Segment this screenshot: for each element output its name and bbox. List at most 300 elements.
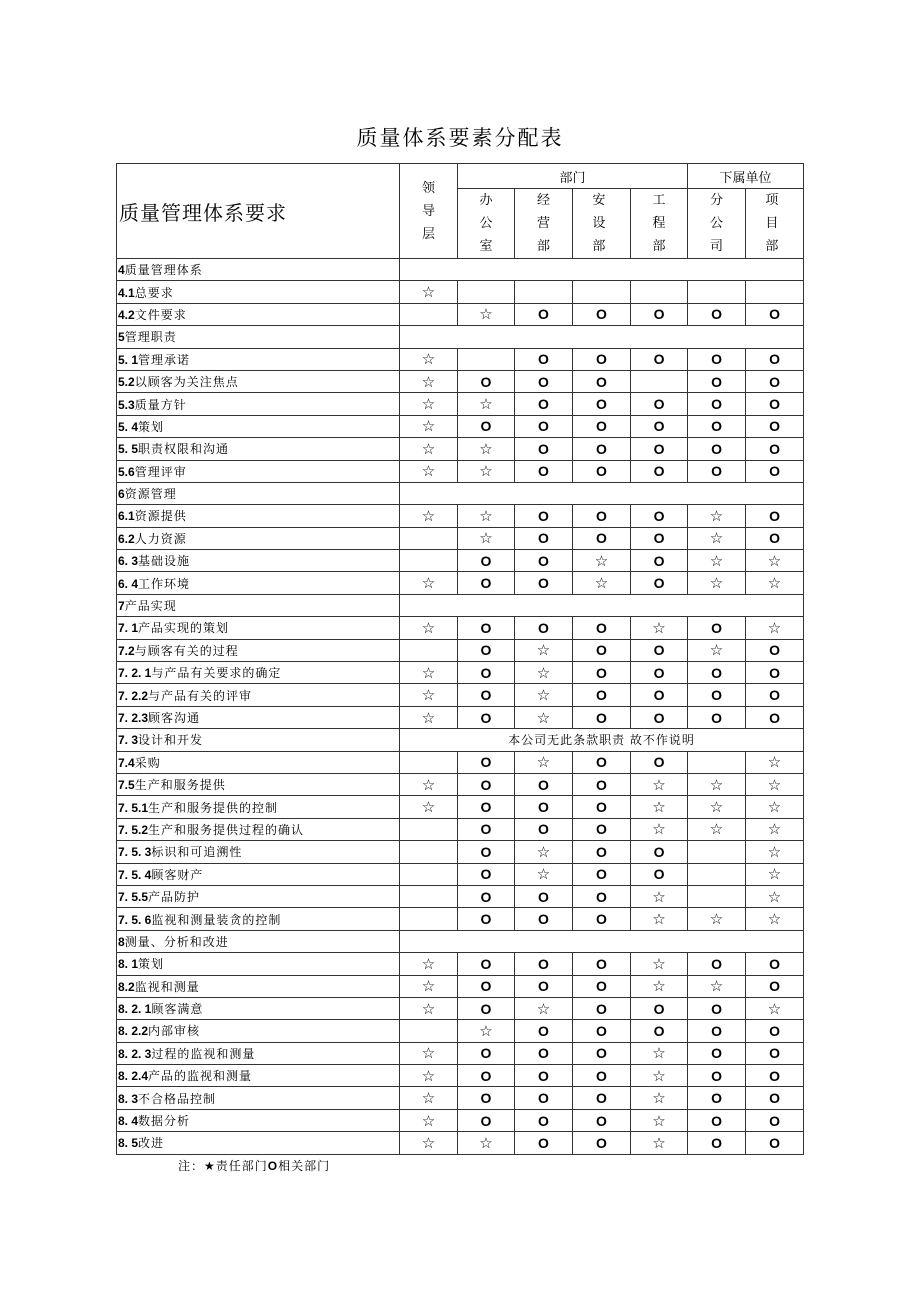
related-dept-mark: O: [631, 527, 688, 549]
table-row: [117, 953, 804, 975]
related-dept-mark: O: [573, 841, 631, 863]
related-dept-mark: O: [458, 863, 515, 885]
section-blank: [400, 482, 804, 504]
row-label: [117, 684, 400, 706]
header-leader-cell: [400, 164, 458, 259]
related-dept-mark: O: [458, 639, 515, 661]
related-dept-mark: O: [631, 751, 688, 773]
related-dept-mark: O: [515, 773, 573, 795]
related-dept-mark: O: [746, 1065, 804, 1087]
row-label: [117, 527, 400, 549]
responsible-dept-mark: ☆: [515, 751, 573, 773]
responsible-dept-mark: ☆: [400, 460, 458, 482]
related-dept-mark: O: [688, 348, 746, 370]
footnote-prefix: 注：: [178, 1159, 205, 1173]
related-dept-mark: O: [746, 1042, 804, 1064]
responsible-dept-mark: ☆: [631, 1087, 688, 1109]
empty-cell: [458, 281, 515, 303]
clause-title: 不合格品控制: [138, 1091, 217, 1106]
related-dept-mark: O: [573, 662, 631, 684]
related-dept-mark: O: [515, 1132, 573, 1154]
related-dept-mark: O: [573, 796, 631, 818]
related-dept-mark: O: [746, 393, 804, 415]
responsible-dept-mark: ☆: [400, 617, 458, 639]
table-row: [117, 303, 804, 325]
related-dept-mark: O: [688, 684, 746, 706]
related-dept-mark: O: [688, 1065, 746, 1087]
related-dept-mark: O: [573, 415, 631, 437]
related-dept-mark: O: [515, 303, 573, 325]
footnote-star-label: 责任部门: [215, 1159, 268, 1173]
related-dept-mark: O: [631, 639, 688, 661]
responsible-dept-mark: ☆: [400, 773, 458, 795]
clause-title: 人力资源: [134, 531, 187, 546]
related-dept-mark: O: [746, 303, 804, 325]
responsible-dept-mark: ☆: [458, 1020, 515, 1042]
row-label: [117, 370, 400, 392]
clause-number: 8. 2. 3: [118, 1046, 152, 1061]
clause-number: 8. 2.2: [118, 1024, 149, 1039]
clause-number: 7. 2. 1: [118, 666, 152, 681]
responsible-dept-mark: ☆: [400, 1087, 458, 1109]
section-blank: [400, 326, 804, 348]
row-label: [117, 393, 400, 415]
empty-cell: [400, 550, 458, 572]
responsible-dept-mark: ☆: [515, 997, 573, 1019]
clause-title: 测量、分析和改进: [124, 934, 229, 949]
related-dept-mark: O: [631, 460, 688, 482]
row-label: [117, 639, 400, 661]
row-label: [117, 662, 400, 684]
related-dept-mark: O: [573, 1065, 631, 1087]
related-dept-mark: O: [631, 415, 688, 437]
related-dept-mark: O: [688, 1020, 746, 1042]
clause-number: 7. 2.2: [118, 688, 149, 703]
related-dept-mark: O: [631, 1020, 688, 1042]
related-dept-mark: O: [573, 1132, 631, 1154]
responsible-dept-mark: ☆: [631, 953, 688, 975]
related-dept-mark: O: [458, 908, 515, 930]
clause-title: 基础设施: [138, 554, 191, 569]
related-dept-mark: O: [631, 438, 688, 460]
header-col-engineering: [631, 189, 688, 259]
clause-number: 6.1: [118, 509, 135, 524]
responsible-dept-mark: ☆: [631, 773, 688, 795]
related-dept-mark: O: [688, 460, 746, 482]
related-dept-mark: O: [515, 818, 573, 840]
clause-title: 资源管理: [124, 487, 177, 502]
clause-title: 监视和测量装贪的控制: [151, 912, 282, 927]
clause-number: 7: [118, 599, 125, 614]
table-row: [117, 729, 804, 751]
clause-number: 7. 5. 3: [118, 845, 152, 860]
row-label: [117, 863, 400, 885]
table-row: [117, 1109, 804, 1131]
empty-cell: [688, 841, 746, 863]
related-dept-mark: O: [458, 662, 515, 684]
related-dept-mark: O: [631, 662, 688, 684]
section-row: [117, 482, 804, 504]
related-dept-mark: O: [515, 1065, 573, 1087]
related-dept-mark: O: [515, 975, 573, 997]
circle-icon: O: [267, 1159, 279, 1173]
responsible-dept-mark: ☆: [688, 639, 746, 661]
responsible-dept-mark: ☆: [400, 796, 458, 818]
clause-number: 7. 5.1: [118, 800, 149, 815]
clause-title: 顾客财产: [151, 867, 204, 882]
clause-title: 数据分析: [138, 1114, 191, 1129]
clause-title: 与顾客有关的过程: [134, 643, 239, 658]
responsible-dept-mark: ☆: [458, 1132, 515, 1154]
related-dept-mark: O: [515, 617, 573, 639]
responsible-dept-mark: ☆: [458, 393, 515, 415]
header-col-business: [515, 189, 573, 259]
related-dept-mark: O: [573, 997, 631, 1019]
clause-title: 管理评审: [134, 464, 187, 479]
related-dept-mark: O: [573, 975, 631, 997]
section-row: [117, 259, 804, 281]
table-row: [117, 550, 804, 572]
row-label: [117, 281, 400, 303]
responsible-dept-mark: ☆: [458, 303, 515, 325]
table-row: [117, 505, 804, 527]
related-dept-mark: O: [458, 1065, 515, 1087]
related-dept-mark: O: [573, 303, 631, 325]
row-label: [117, 460, 400, 482]
header-col-installation-label: 安设部: [592, 193, 611, 254]
empty-cell: [400, 639, 458, 661]
responsible-dept-mark: ☆: [746, 773, 804, 795]
related-dept-mark: O: [746, 1087, 804, 1109]
related-dept-mark: O: [746, 438, 804, 460]
related-dept-mark: O: [573, 684, 631, 706]
responsible-dept-mark: ☆: [631, 1132, 688, 1154]
section-blank: [400, 930, 804, 952]
related-dept-mark: O: [688, 370, 746, 392]
header-col-branch: [688, 189, 746, 259]
table-row: [117, 908, 804, 930]
clause-number: 8.2: [118, 979, 135, 994]
section-row: [117, 930, 804, 952]
clause-number: 5.6: [118, 464, 135, 479]
table-row: [117, 975, 804, 997]
responsible-dept-mark: ☆: [631, 818, 688, 840]
row-label: [117, 1109, 400, 1131]
clause-title: 产品防护: [148, 890, 201, 905]
clause-number: 7. 2.3: [118, 711, 149, 725]
clause-number: 5: [118, 330, 125, 345]
related-dept-mark: O: [515, 438, 573, 460]
related-dept-mark: O: [573, 885, 631, 907]
clause-title: 管理职责: [124, 330, 177, 345]
clause-title: 资源提供: [134, 509, 187, 524]
responsible-dept-mark: ☆: [746, 885, 804, 907]
table-row: [117, 281, 804, 303]
related-dept-mark: O: [515, 1109, 573, 1131]
table-row: [117, 818, 804, 840]
related-dept-mark: O: [688, 438, 746, 460]
responsible-dept-mark: ☆: [746, 841, 804, 863]
clause-number: 7. 5. 6: [118, 912, 152, 927]
related-dept-mark: O: [458, 751, 515, 773]
header-col-office: [458, 189, 515, 259]
empty-cell: [400, 1020, 458, 1042]
clause-title: 内部审核: [148, 1024, 201, 1039]
clause-title: 过程的监视和测量: [151, 1046, 256, 1061]
clause-number: 8. 2.4: [118, 1069, 149, 1084]
table-row: [117, 1042, 804, 1064]
responsible-dept-mark: ☆: [400, 662, 458, 684]
clause-title: 职责权限和沟通: [138, 442, 230, 457]
table-row: [117, 1132, 804, 1154]
clause-number: 6.2: [118, 531, 135, 546]
clause-title: 设计和开发: [138, 733, 204, 748]
table-row: [117, 841, 804, 863]
related-dept-mark: O: [746, 953, 804, 975]
header-col-business-label: 经营部: [536, 193, 550, 254]
related-dept-mark: O: [458, 818, 515, 840]
related-dept-mark: O: [573, 617, 631, 639]
row-label: [117, 594, 400, 616]
clause-title: 产品实现的策划: [138, 621, 230, 636]
related-dept-mark: O: [573, 1042, 631, 1064]
row-label: [117, 438, 400, 460]
related-dept-mark: O: [688, 415, 746, 437]
responsible-dept-mark: ☆: [400, 706, 458, 728]
related-dept-mark: O: [746, 706, 804, 728]
clause-title: 策划: [138, 957, 165, 972]
responsible-dept-mark: ☆: [746, 908, 804, 930]
related-dept-mark: O: [688, 997, 746, 1019]
related-dept-mark: O: [631, 706, 688, 728]
related-dept-mark: O: [573, 908, 631, 930]
responsible-dept-mark: ☆: [688, 796, 746, 818]
empty-cell: [400, 818, 458, 840]
responsible-dept-mark: ☆: [400, 393, 458, 415]
section-blank: [400, 259, 804, 281]
related-dept-mark: O: [573, 527, 631, 549]
row-label: [117, 773, 400, 795]
empty-cell: [400, 303, 458, 325]
related-dept-mark: O: [688, 706, 746, 728]
empty-cell: [688, 863, 746, 885]
table-row: [117, 997, 804, 1019]
related-dept-mark: O: [458, 885, 515, 907]
responsible-dept-mark: ☆: [688, 572, 746, 594]
related-dept-mark: O: [458, 997, 515, 1019]
header-requirements: 质量管理体系要求: [117, 164, 400, 259]
related-dept-mark: O: [515, 796, 573, 818]
responsible-dept-mark: ☆: [400, 281, 458, 303]
empty-cell: [458, 348, 515, 370]
clause-number: 8. 3: [118, 1091, 139, 1106]
clause-title: 标识和可追溯性: [151, 845, 243, 860]
related-dept-mark: O: [458, 706, 515, 728]
empty-cell: [400, 751, 458, 773]
clause-number: 7.2: [118, 643, 135, 658]
related-dept-mark: O: [631, 393, 688, 415]
clause-number: 7.4: [118, 755, 135, 770]
clause-title: 以顾客为关注焦点: [134, 375, 239, 390]
table-row: [117, 438, 804, 460]
responsible-dept-mark: ☆: [631, 1109, 688, 1131]
clause-number: 4: [118, 263, 125, 278]
table-row: [117, 348, 804, 370]
row-label: [117, 550, 400, 572]
responsible-dept-mark: ☆: [688, 527, 746, 549]
related-dept-mark: O: [688, 1132, 746, 1154]
header-col-installation: [573, 189, 631, 259]
related-dept-mark: O: [458, 773, 515, 795]
related-dept-mark: O: [573, 639, 631, 661]
row-label: [117, 572, 400, 594]
related-dept-mark: O: [746, 662, 804, 684]
row-label: [117, 706, 400, 728]
related-dept-mark: O: [515, 550, 573, 572]
related-dept-mark: O: [573, 863, 631, 885]
related-dept-mark: O: [746, 505, 804, 527]
row-label: [117, 303, 400, 325]
responsible-dept-mark: ☆: [746, 997, 804, 1019]
header-group-sub: 下属单位: [688, 164, 804, 189]
clause-title: 与产品有关要求的确定: [151, 666, 282, 681]
row-label: [117, 326, 400, 348]
related-dept-mark: O: [573, 438, 631, 460]
related-dept-mark: O: [746, 415, 804, 437]
row-label: [117, 796, 400, 818]
row-label: [117, 908, 400, 930]
related-dept-mark: O: [573, 773, 631, 795]
clause-number: 7. 3: [118, 733, 139, 748]
related-dept-mark: O: [573, 1020, 631, 1042]
related-dept-mark: O: [688, 953, 746, 975]
related-dept-mark: O: [458, 572, 515, 594]
table-row: [117, 370, 804, 392]
section-blank: [400, 594, 804, 616]
empty-cell: [688, 885, 746, 907]
responsible-dept-mark: ☆: [631, 617, 688, 639]
related-dept-mark: O: [631, 572, 688, 594]
related-dept-mark: O: [746, 370, 804, 392]
header-col-project-label: 项目部: [765, 193, 784, 254]
clause-title: 生产和服务提供过程的确认: [148, 822, 305, 837]
related-dept-mark: O: [458, 841, 515, 863]
table-row: [117, 885, 804, 907]
row-label: [117, 953, 400, 975]
clause-title: 总要求: [134, 285, 174, 300]
header-col-engineering-label: 工程部: [652, 193, 666, 254]
clause-title: 质量管理体系: [124, 263, 203, 278]
star-filled-icon: ★: [204, 1159, 216, 1173]
related-dept-mark: O: [746, 1109, 804, 1131]
table-row: [117, 662, 804, 684]
clause-number: 6. 3: [118, 554, 139, 569]
related-dept-mark: O: [515, 1042, 573, 1064]
responsible-dept-mark: ☆: [746, 617, 804, 639]
related-dept-mark: O: [688, 393, 746, 415]
header-col-office-label: 办公室: [479, 193, 493, 254]
responsible-dept-mark: ☆: [400, 975, 458, 997]
related-dept-mark: O: [515, 953, 573, 975]
responsible-dept-mark: ☆: [515, 706, 573, 728]
related-dept-mark: O: [573, 460, 631, 482]
row-label: [117, 885, 400, 907]
clause-number: 8. 5: [118, 1136, 139, 1151]
table-row: [117, 1087, 804, 1109]
responsible-dept-mark: ☆: [400, 505, 458, 527]
related-dept-mark: O: [515, 370, 573, 392]
related-dept-mark: O: [746, 348, 804, 370]
clause-title: 质量方针: [134, 397, 187, 412]
related-dept-mark: O: [631, 863, 688, 885]
table-row: [117, 617, 804, 639]
responsible-dept-mark: ☆: [400, 415, 458, 437]
related-dept-mark: O: [515, 393, 573, 415]
clause-title: 产品实现: [124, 599, 177, 614]
row-label: [117, 818, 400, 840]
related-dept-mark: O: [458, 684, 515, 706]
responsible-dept-mark: ☆: [688, 773, 746, 795]
related-dept-mark: O: [515, 572, 573, 594]
row-label: [117, 259, 400, 281]
clause-number: 5.3: [118, 397, 135, 412]
responsible-dept-mark: ☆: [400, 572, 458, 594]
section-row: [117, 594, 804, 616]
clause-number: 7. 5.2: [118, 822, 149, 837]
row-note: 本公司无此条款职责 故不作说明: [400, 729, 804, 751]
related-dept-mark: O: [515, 348, 573, 370]
related-dept-mark: O: [688, 617, 746, 639]
clause-number: 6: [118, 487, 125, 502]
related-dept-mark: O: [515, 1020, 573, 1042]
row-label: [117, 348, 400, 370]
related-dept-mark: O: [573, 818, 631, 840]
responsible-dept-mark: ☆: [515, 662, 573, 684]
responsible-dept-mark: ☆: [746, 818, 804, 840]
row-label: [117, 617, 400, 639]
related-dept-mark: O: [631, 303, 688, 325]
related-dept-mark: O: [688, 1109, 746, 1131]
responsible-dept-mark: ☆: [746, 550, 804, 572]
responsible-dept-mark: ☆: [631, 1042, 688, 1064]
related-dept-mark: O: [631, 505, 688, 527]
related-dept-mark: O: [573, 1087, 631, 1109]
related-dept-mark: O: [688, 1087, 746, 1109]
table-row: [117, 684, 804, 706]
related-dept-mark: O: [573, 751, 631, 773]
related-dept-mark: O: [631, 684, 688, 706]
table-row: [117, 1065, 804, 1087]
clause-number: 7. 5.5: [118, 890, 149, 905]
responsible-dept-mark: ☆: [400, 1042, 458, 1064]
clause-number: 5. 4: [118, 419, 139, 434]
row-label: [117, 975, 400, 997]
related-dept-mark: O: [746, 975, 804, 997]
related-dept-mark: O: [458, 1087, 515, 1109]
responsible-dept-mark: ☆: [746, 572, 804, 594]
related-dept-mark: O: [631, 348, 688, 370]
header-leader: 领导层: [421, 180, 435, 242]
clause-title: 策划: [138, 419, 165, 434]
clause-number: 5.2: [118, 375, 135, 390]
related-dept-mark: O: [515, 505, 573, 527]
clause-number: 4.2: [118, 307, 135, 322]
related-dept-mark: O: [688, 303, 746, 325]
related-dept-mark: O: [458, 370, 515, 392]
section-row: [117, 326, 804, 348]
related-dept-mark: O: [746, 639, 804, 661]
related-dept-mark: O: [515, 460, 573, 482]
